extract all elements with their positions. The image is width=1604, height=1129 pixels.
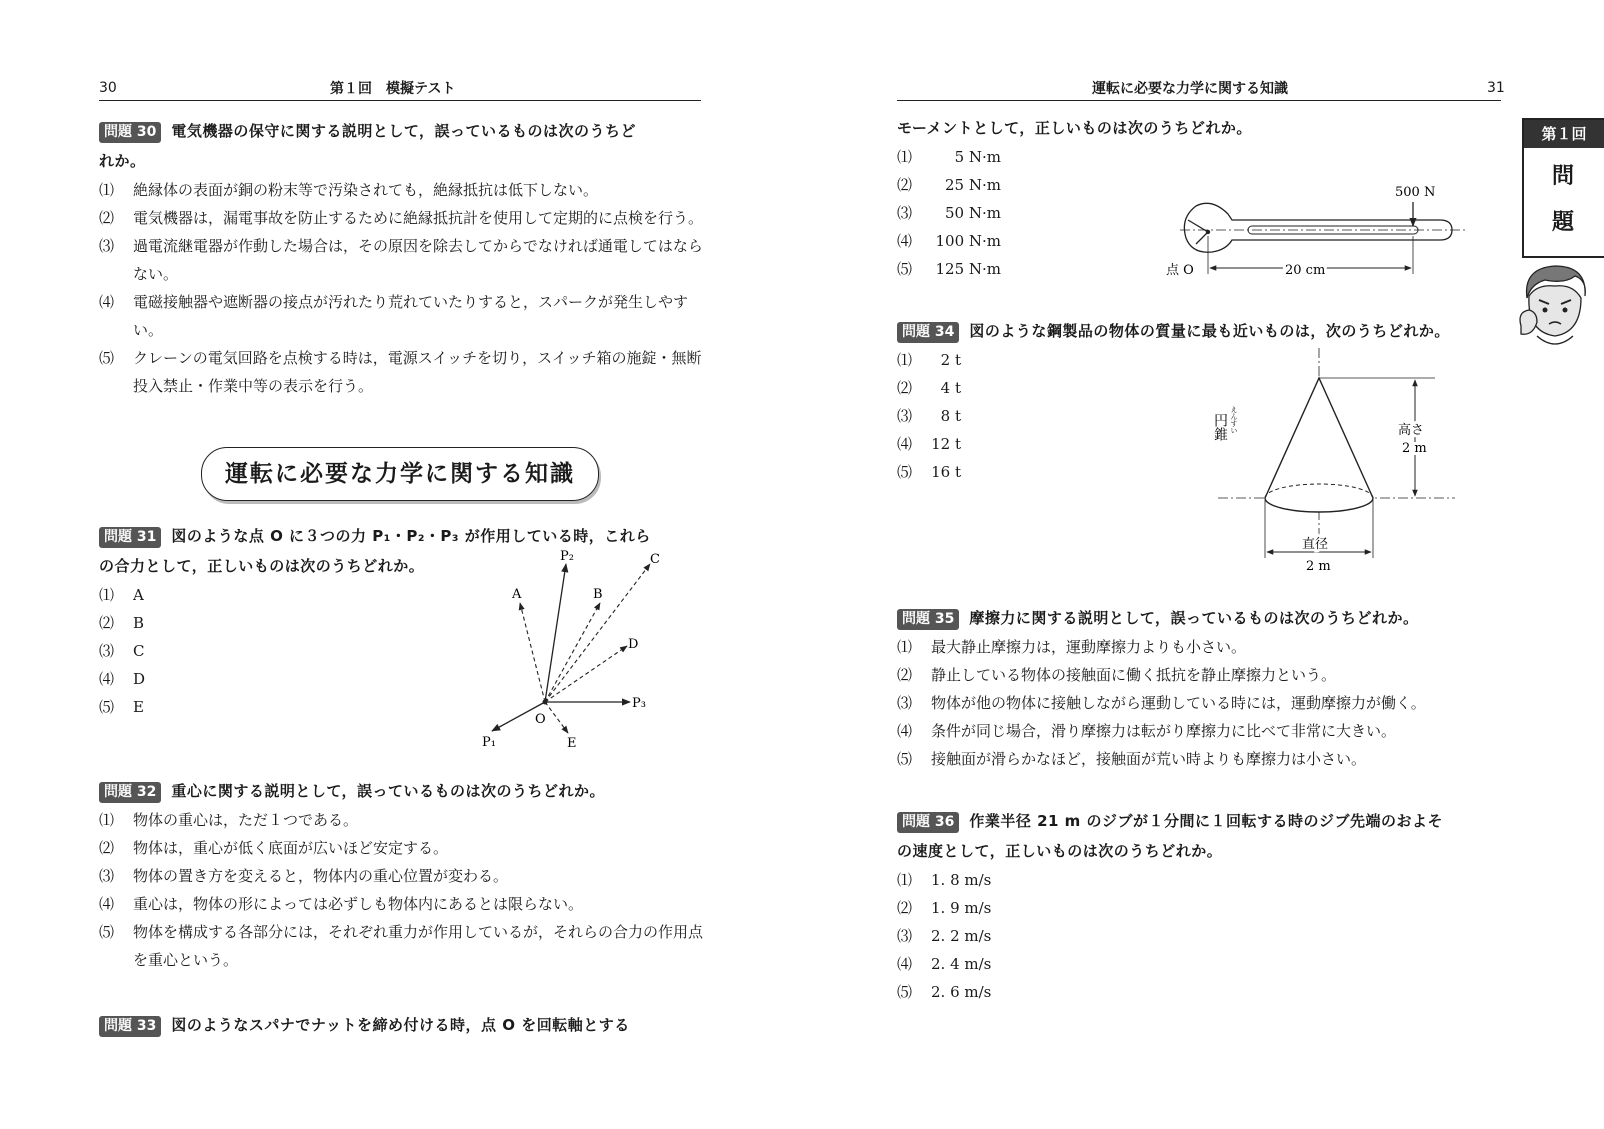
option[interactable]: ⑶ 2. 2 m/s <box>897 927 992 945</box>
question-34-badge: 問題 34 <box>897 322 959 343</box>
resultant-b-arrow <box>545 603 600 702</box>
option[interactable]: ⑴ 5 N·m <box>897 148 1001 166</box>
question-30-badge: 問題 30 <box>99 122 161 143</box>
right-header-rule <box>897 100 1501 101</box>
cone-ruby: えんすい <box>1230 406 1238 434</box>
question-32 <box>99 776 703 974</box>
question-35 <box>897 603 1517 773</box>
height-value: 2 m <box>1402 441 1427 456</box>
option[interactable]: ⑴ A <box>99 586 144 604</box>
option[interactable]: ⑸ 物体を構成する各部分には，それぞれ重力が作用しているが，それらの合力の作用点を重心という。 <box>99 923 704 969</box>
option[interactable]: ⑶ 過電流継電器が作動した場合は，その原因を除去してからでなければ通電してはならない。 <box>99 237 703 283</box>
right-page-number: 31 <box>1487 80 1505 96</box>
chapter-side-tab <box>1522 118 1604 258</box>
spanner-diagram <box>1166 180 1470 285</box>
point-o <box>543 700 548 705</box>
option[interactable]: ⑵ 静止している物体の接触面に働く抵抗を静止摩擦力という。 <box>897 666 1337 684</box>
question-33-badge: 問題 33 <box>99 1016 161 1037</box>
section-title: 運転に必要な力学に関する知識 <box>201 447 599 501</box>
label-d: D <box>628 637 639 652</box>
label-p3: P₃ <box>632 696 646 711</box>
force-vector-diagram <box>470 548 690 753</box>
question-32-text: 問題 32 重心に関する説明として，誤っているものは次のうちどれか。 <box>99 776 703 806</box>
option[interactable]: ⑸ 2. 6 m/s <box>897 983 992 1001</box>
question-36-badge: 問題 36 <box>897 812 959 833</box>
resultant-c-arrow <box>545 564 650 702</box>
option[interactable]: ⑷ D <box>99 670 146 688</box>
question-30-text: 問題 30 電気機器の保守に関する説明として，誤っているものは次のうちど れか。 <box>99 122 637 170</box>
thinking-character-illustration <box>1515 260 1595 352</box>
option[interactable]: ⑶ 物体が他の物体に接触しながら運動している時には，運動摩擦力が働く。 <box>897 694 1426 712</box>
question-30 <box>99 116 703 400</box>
option[interactable]: ⑷ 12 t <box>897 435 961 453</box>
cone-diagram <box>1210 348 1455 580</box>
option[interactable]: ⑶ 物体の置き方を変えると，物体内の重心位置が変わる。 <box>99 867 509 885</box>
force-p2-arrow <box>545 564 566 702</box>
question-36-text: 問題 36 作業半径 21 m のジブが１分間に１回転する時のジブ先端のおよそ の速度として，正しいものは次のうちどれか。 <box>897 812 1444 860</box>
option[interactable]: ⑴ 物体の重心は，ただ１つである。 <box>99 811 359 829</box>
option[interactable]: ⑸ E <box>99 698 144 716</box>
question-33 <box>99 1010 703 1040</box>
option[interactable]: ⑷ 2. 4 m/s <box>897 955 992 973</box>
question-33-text-cont: モーメントとして，正しいものは次のうちどれか。 <box>897 119 1252 137</box>
question-35-text: 問題 35 摩擦力に関する説明として，誤っているものは次のうちどれか。 <box>897 603 1517 633</box>
question-31-text: 問題 31 図のような点 O に３つの力 P₁・P₂・P₃ が作用している時，これら の合力として，正しいものは次のうちどれか。 <box>99 527 651 575</box>
label-p1: P₁ <box>482 735 496 750</box>
right-header-title: 運転に必要な力学に関する知識 <box>1092 81 1288 97</box>
option[interactable]: ⑶ 8 t <box>897 407 961 425</box>
diameter-value: 2 m <box>1306 559 1331 574</box>
option[interactable]: ⑷ 100 N·m <box>897 232 1001 250</box>
resultant-d-arrow <box>545 646 627 702</box>
force-label: 500 N <box>1395 185 1436 200</box>
option[interactable]: ⑵ 電気機器は，漏電事故を防止するために絶縁抵抗計を使用して定期的に点検を行う。 <box>99 209 704 227</box>
left-header-rule <box>99 100 701 101</box>
option[interactable]: ⑸ クレーンの電気回路を点検する時は，電源スイッチを切り，スイッチ箱の施錠・無断投入禁止・作業中等の表示を行う。 <box>99 349 702 395</box>
left-page-number: 30 <box>99 80 117 96</box>
length-label: 20 cm <box>1285 263 1326 278</box>
option[interactable]: ⑷ 重心は，物体の形によっては必ずしも物体内にあるとは限らない。 <box>99 895 584 913</box>
option[interactable]: ⑷ 条件が同じ場合，滑り摩擦力は転がり摩擦力に比べて非常に大きい。 <box>897 722 1397 740</box>
resultant-a-arrow <box>520 603 545 702</box>
question-32-badge: 問題 32 <box>99 782 161 803</box>
option[interactable]: ⑸ 125 N·m <box>897 260 1001 278</box>
label-e: E <box>567 736 577 751</box>
resultant-e-arrow <box>545 702 568 733</box>
option[interactable]: ⑷ 電磁接触器や遮断器の接点が汚れたり荒れていたりすると，スパークが発生しやすい。 <box>99 293 689 339</box>
label-o: O <box>535 712 546 727</box>
option[interactable]: ⑴ 2 t <box>897 351 961 369</box>
question-31-badge: 問題 31 <box>99 527 161 548</box>
option[interactable]: ⑵ 物体は，重心が低く底面が広いほど安定する。 <box>99 839 449 857</box>
option[interactable]: ⑶ C <box>99 642 145 660</box>
point-o-label: 点 O <box>1166 263 1194 278</box>
cone-outline <box>1265 378 1373 512</box>
diameter-label: 直径 <box>1302 537 1329 552</box>
option[interactable]: ⑵ 4 t <box>897 379 961 397</box>
label-a: A <box>512 587 522 602</box>
side-tab-vert-2: 題 <box>1551 210 1574 235</box>
left-header-title: 第１回 模擬テスト <box>330 81 456 97</box>
option[interactable]: ⑶ 50 N·m <box>897 204 1001 222</box>
option[interactable]: ⑵ B <box>99 614 145 632</box>
pivot-point-o <box>1206 230 1210 234</box>
cone-label: 円錐 <box>1212 413 1228 441</box>
question-35-badge: 問題 35 <box>897 609 959 630</box>
option[interactable]: ⑴ 絶縁体の表面が銅の粉末等で汚染されても，絶縁抵抗は低下しない。 <box>99 181 599 199</box>
label-c: C <box>650 552 660 567</box>
label-p2: P₂ <box>560 549 574 564</box>
option[interactable]: ⑴ 最大静止摩擦力は，運動摩擦力よりも小さい。 <box>897 638 1247 656</box>
option[interactable]: ⑸ 16 t <box>897 463 961 481</box>
side-tab-vert-1: 問 <box>1551 164 1574 189</box>
side-tab-label: 第１回 <box>1524 120 1604 148</box>
height-label: 高さ <box>1398 423 1425 438</box>
option[interactable]: ⑴ 1. 8 m/s <box>897 871 992 889</box>
option[interactable]: ⑵ 1. 9 m/s <box>897 899 992 917</box>
label-b: B <box>593 587 603 602</box>
question-33-text: 問題 33 図のようなスパナでナットを締め付ける時，点 O を回転軸とする <box>99 1010 703 1040</box>
option[interactable]: ⑵ 25 N·m <box>897 176 1001 194</box>
question-36 <box>897 806 1507 1006</box>
question-34-text: 問題 34 図のような鋼製品の物体の質量に最も近いものは，次のうちどれか。 <box>897 316 1517 346</box>
option[interactable]: ⑸ 接触面が滑らかなほど，接触面が荒い時よりも摩擦力は小さい。 <box>897 750 1367 768</box>
